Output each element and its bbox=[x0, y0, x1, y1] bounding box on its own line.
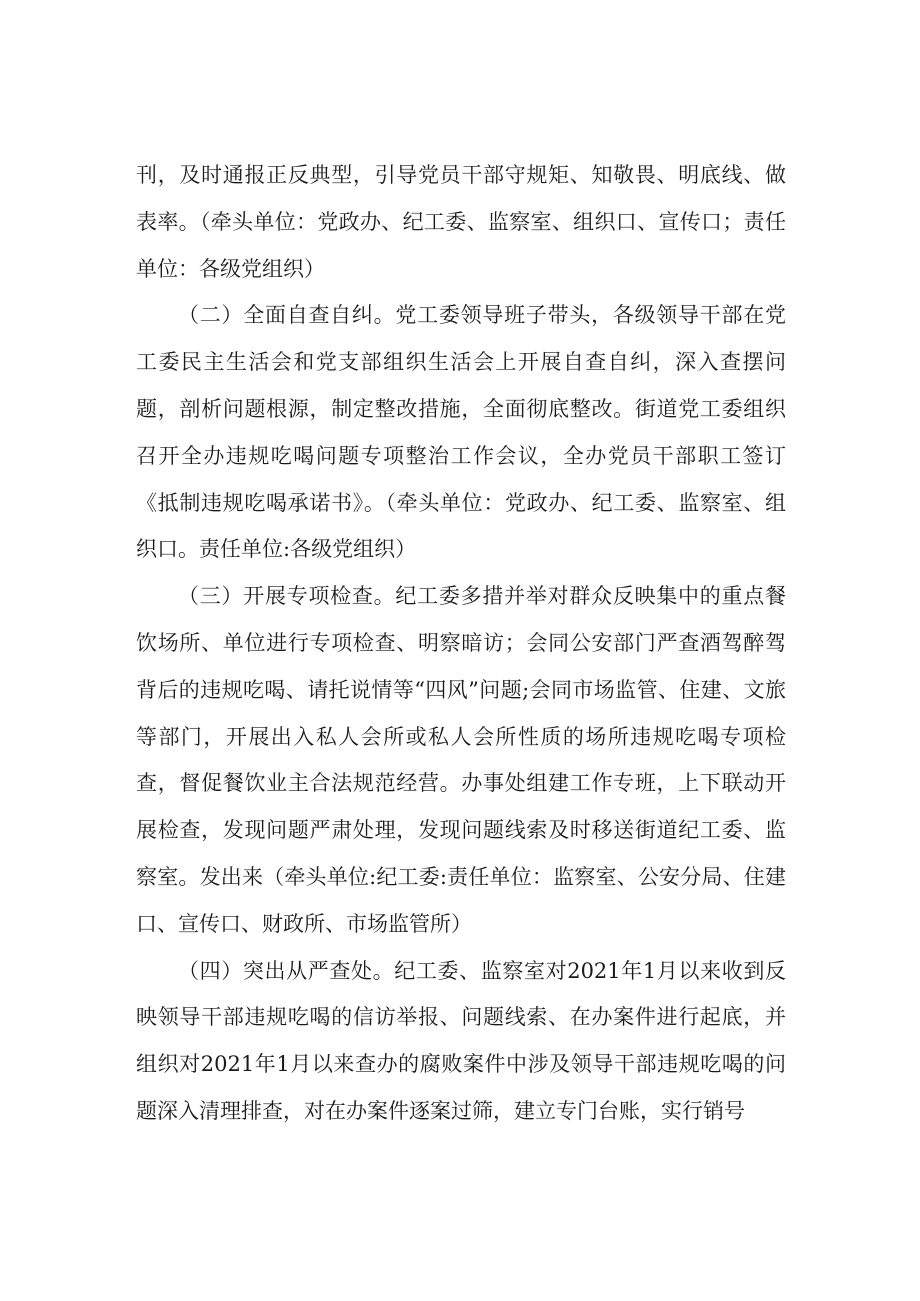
paragraph-section-2: （二）全面自查自纠。党工委领导班子带头，各级领导干部在党工委民主生活会和党支部组织生活会上开展自查自纠，深入查摆问题，剖析问题根源，制定整改措施，全面彻底整改。街道党工委组织召开全办违规吃喝问题专项整治工作会议，全办党员干部职工签订《抵制违规吃喝承诺书》。（牵头单位：党政办、纪工委、监察室、组织口。责任单位:各级党组织） bbox=[136, 303, 786, 562]
document-body bbox=[136, 152, 786, 1135]
paragraph-section-4: （四）突出从严查处。纪工委、监察室对2021年1月以来收到反映领导干部违规吃喝的信访举报、问题线索、在办案件进行起底，并组织对2021年1月以来查办的腐败案件中涉及领导干部违规吃喝的问题深入清理排查，对在办案件逐案过筛，建立专门台账，实行销号 bbox=[136, 958, 786, 1123]
paragraph-continued: 刊，及时通报正反典型，引导党员干部守规矩、知敬畏、明底线、做表率。（牵头单位：党政办、纪工委、监察室、组织口、宣传口；责任单位：各级党组织） bbox=[136, 163, 786, 281]
paragraph-section-3: （三）开展专项检查。纪工委多措并举对群众反映集中的重点餐饮场所、单位进行专项检查、明察暗访；会同公安部门严查酒驾醉驾背后的违规吃喝、请托说情等“四风”问题;会同市场监管、住建、文旅等部门，开展出入私人会所或私人会所性质的场所违规吃喝专项检查，督促餐饮业主合法规范经营。办事处组建工作专班，上下联动开展检查，发现问题严肃处理，发现问题线索及时移送街道纪工委、监察室。发出来（牵头单位:纪工委:责任单位：监察室、公安分局、住建口、宣传口、财政所、市场监管所） bbox=[136, 584, 786, 936]
